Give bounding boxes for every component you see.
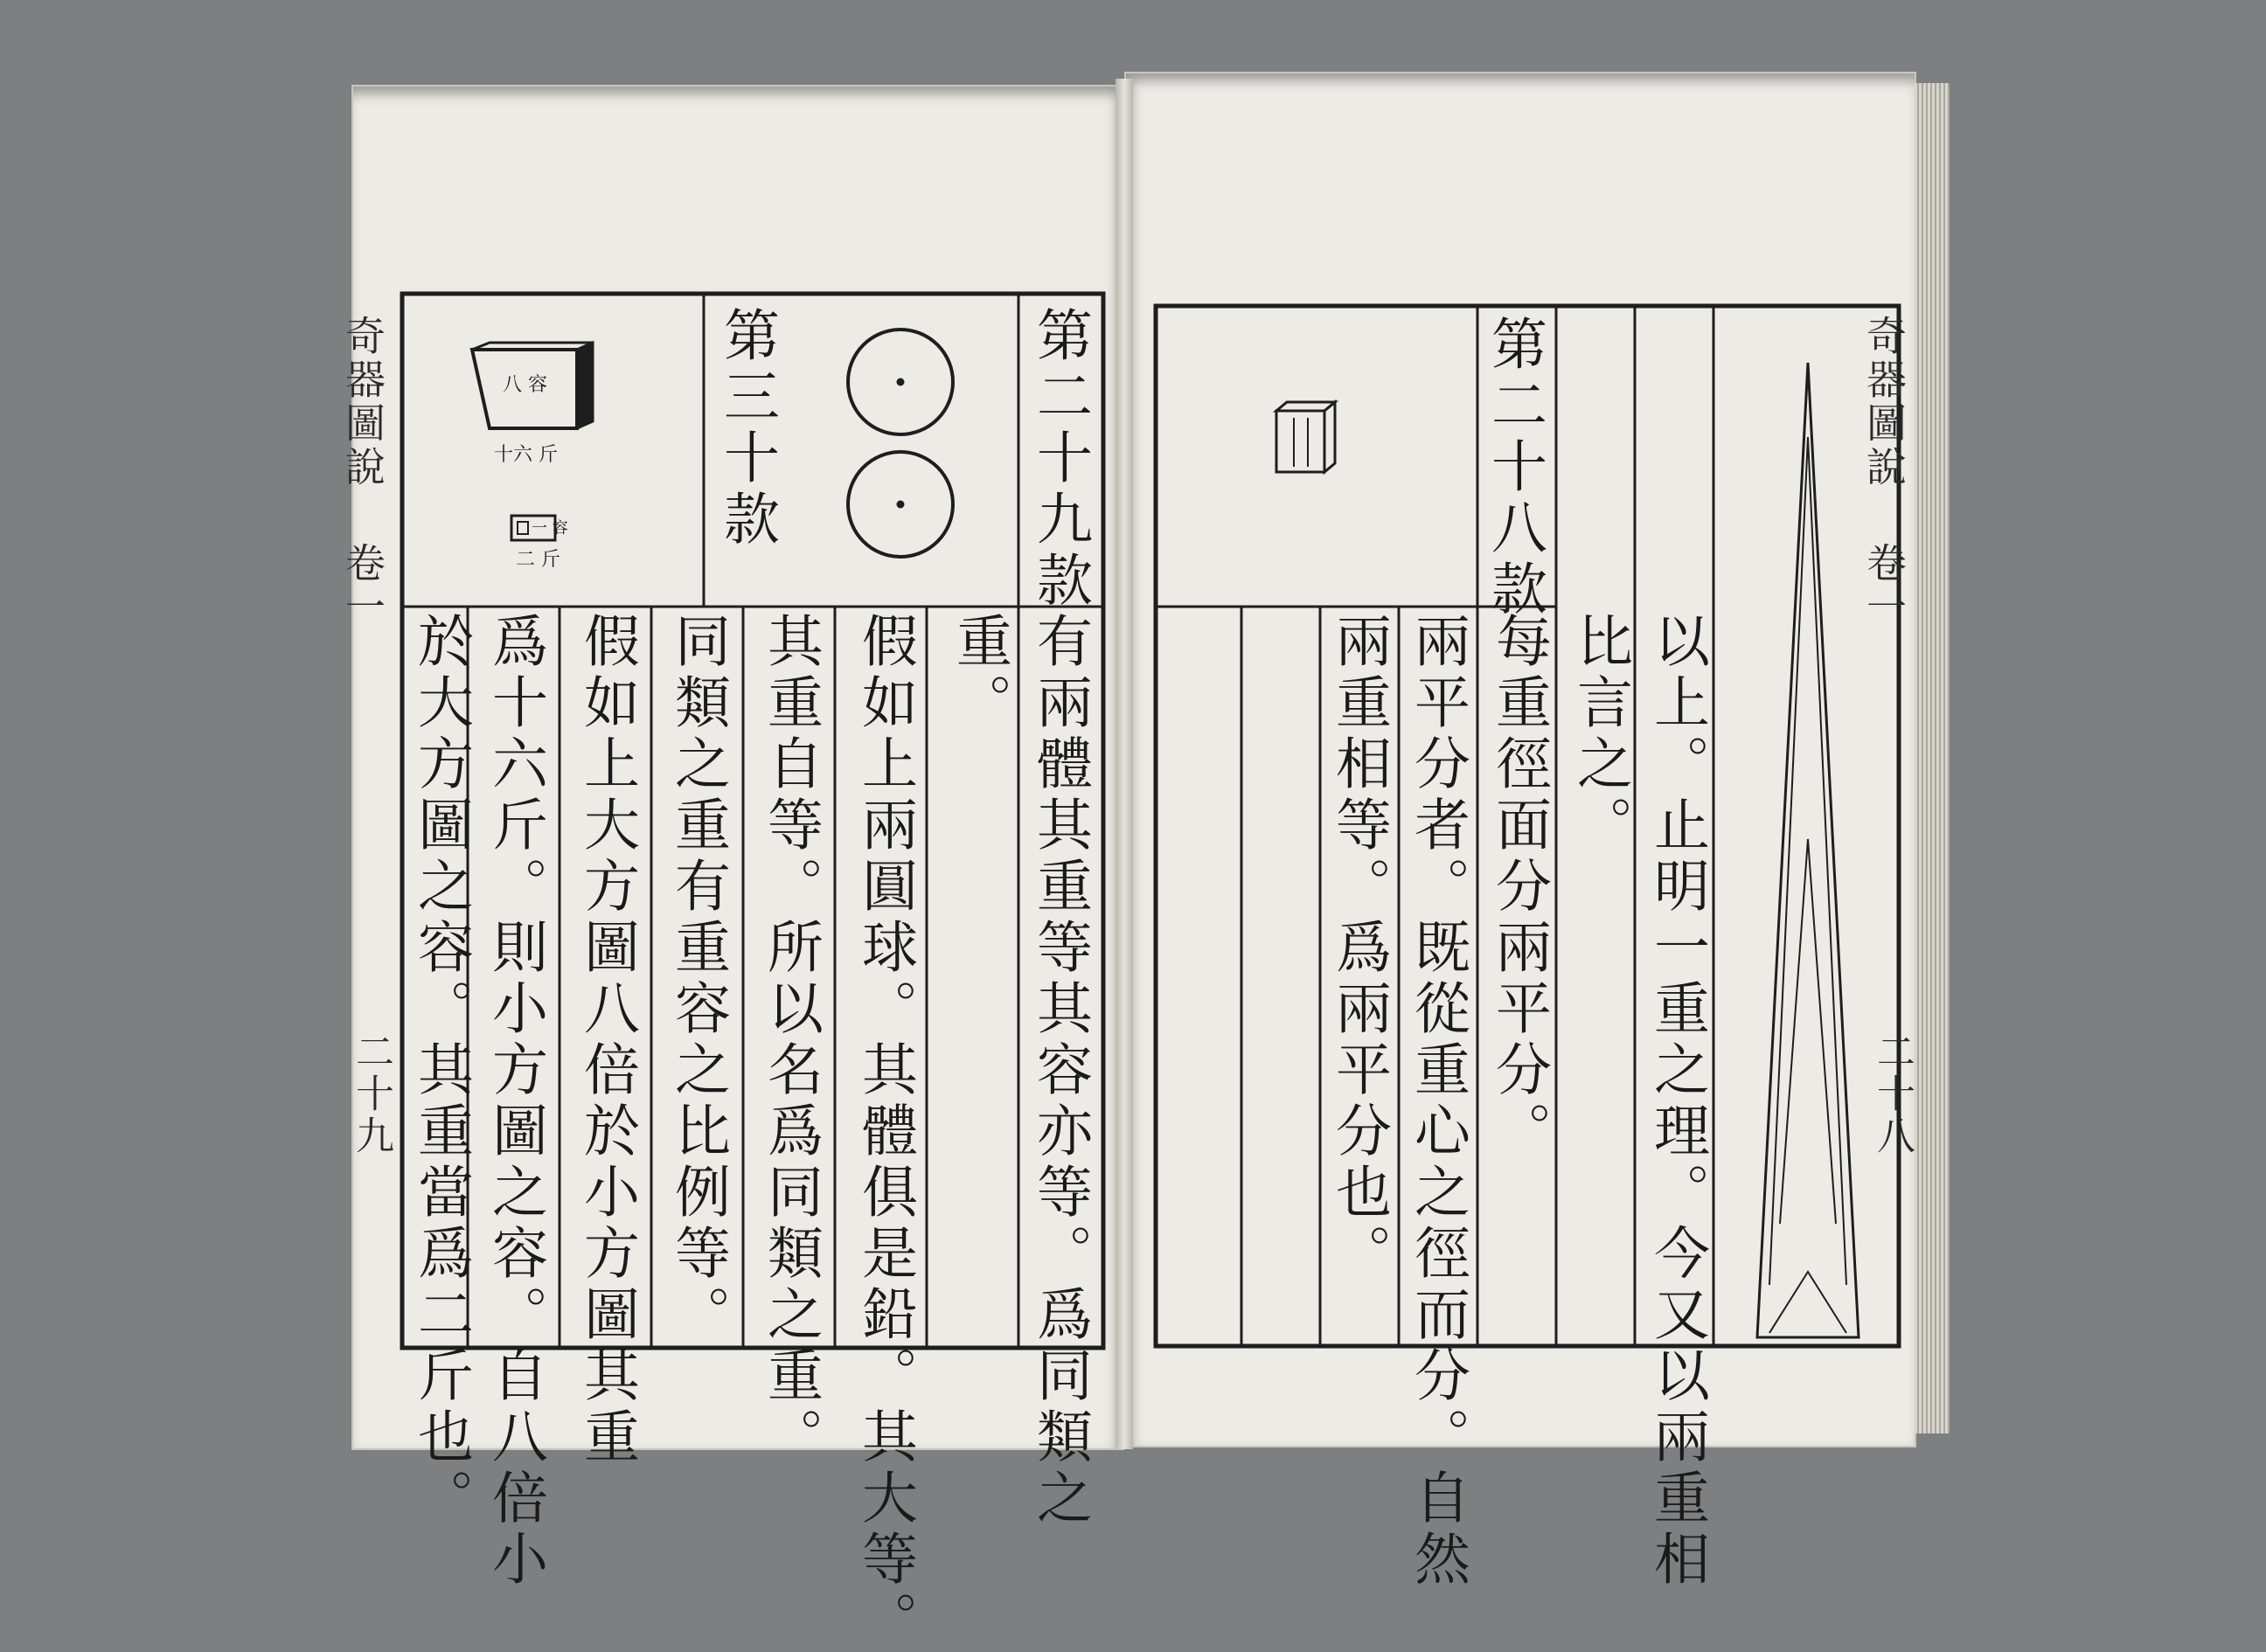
small-cube-weight-label: 二 斤: [516, 549, 560, 571]
text-column: 同類之重有重容之比例等。: [665, 612, 730, 1346]
text-column: 重。: [947, 612, 1011, 734]
text-column: 其重自等。所以名爲同類之重。: [758, 612, 823, 1468]
text-column: 爲十六斤。則小方圖之容。自八倍小: [483, 612, 547, 1591]
big-cube-weight-label: 十六 斤: [494, 444, 558, 466]
heading-section-28: 第二十八款: [1482, 315, 1547, 621]
text-column: 假如上大方圖八倍於小方圖其重: [574, 612, 639, 1468]
text-column: 每重徑面分兩平分。: [1486, 612, 1551, 1163]
heading-section-30: 第三十款: [714, 306, 779, 551]
text-column: 兩重相等。爲兩平分也。: [1326, 612, 1391, 1285]
big-cube-face-label: 八 容: [503, 374, 547, 396]
text-column: 兩平分者。既從重心之徑而分。自然: [1405, 612, 1470, 1591]
text-column: 有兩體其重等其容亦等。爲同類之: [1027, 612, 1092, 1530]
folio-right: 二十八: [1870, 1031, 1915, 1157]
margin-title-left: 奇器圖說: [339, 315, 386, 489]
small-cube-face-label: 一 容: [532, 519, 568, 538]
heading-section-29: 第二十九款: [1027, 306, 1092, 612]
text-column: 於大方圖之容。其重當爲二斤也。: [408, 612, 473, 1530]
margin-title-right: 奇器圖說: [1860, 315, 1908, 489]
text-column: 以上。止明一重之理。今又以兩重相: [1644, 612, 1709, 1591]
text-column: 假如上兩圓球。其體俱是鉛。其大等。: [852, 612, 917, 1652]
margin-volume-right: 卷一: [1860, 542, 1908, 629]
margin-volume-left: 卷一: [339, 542, 386, 629]
text-column: 比言之。: [1567, 612, 1632, 857]
folio-left: 二十九: [349, 1031, 393, 1157]
